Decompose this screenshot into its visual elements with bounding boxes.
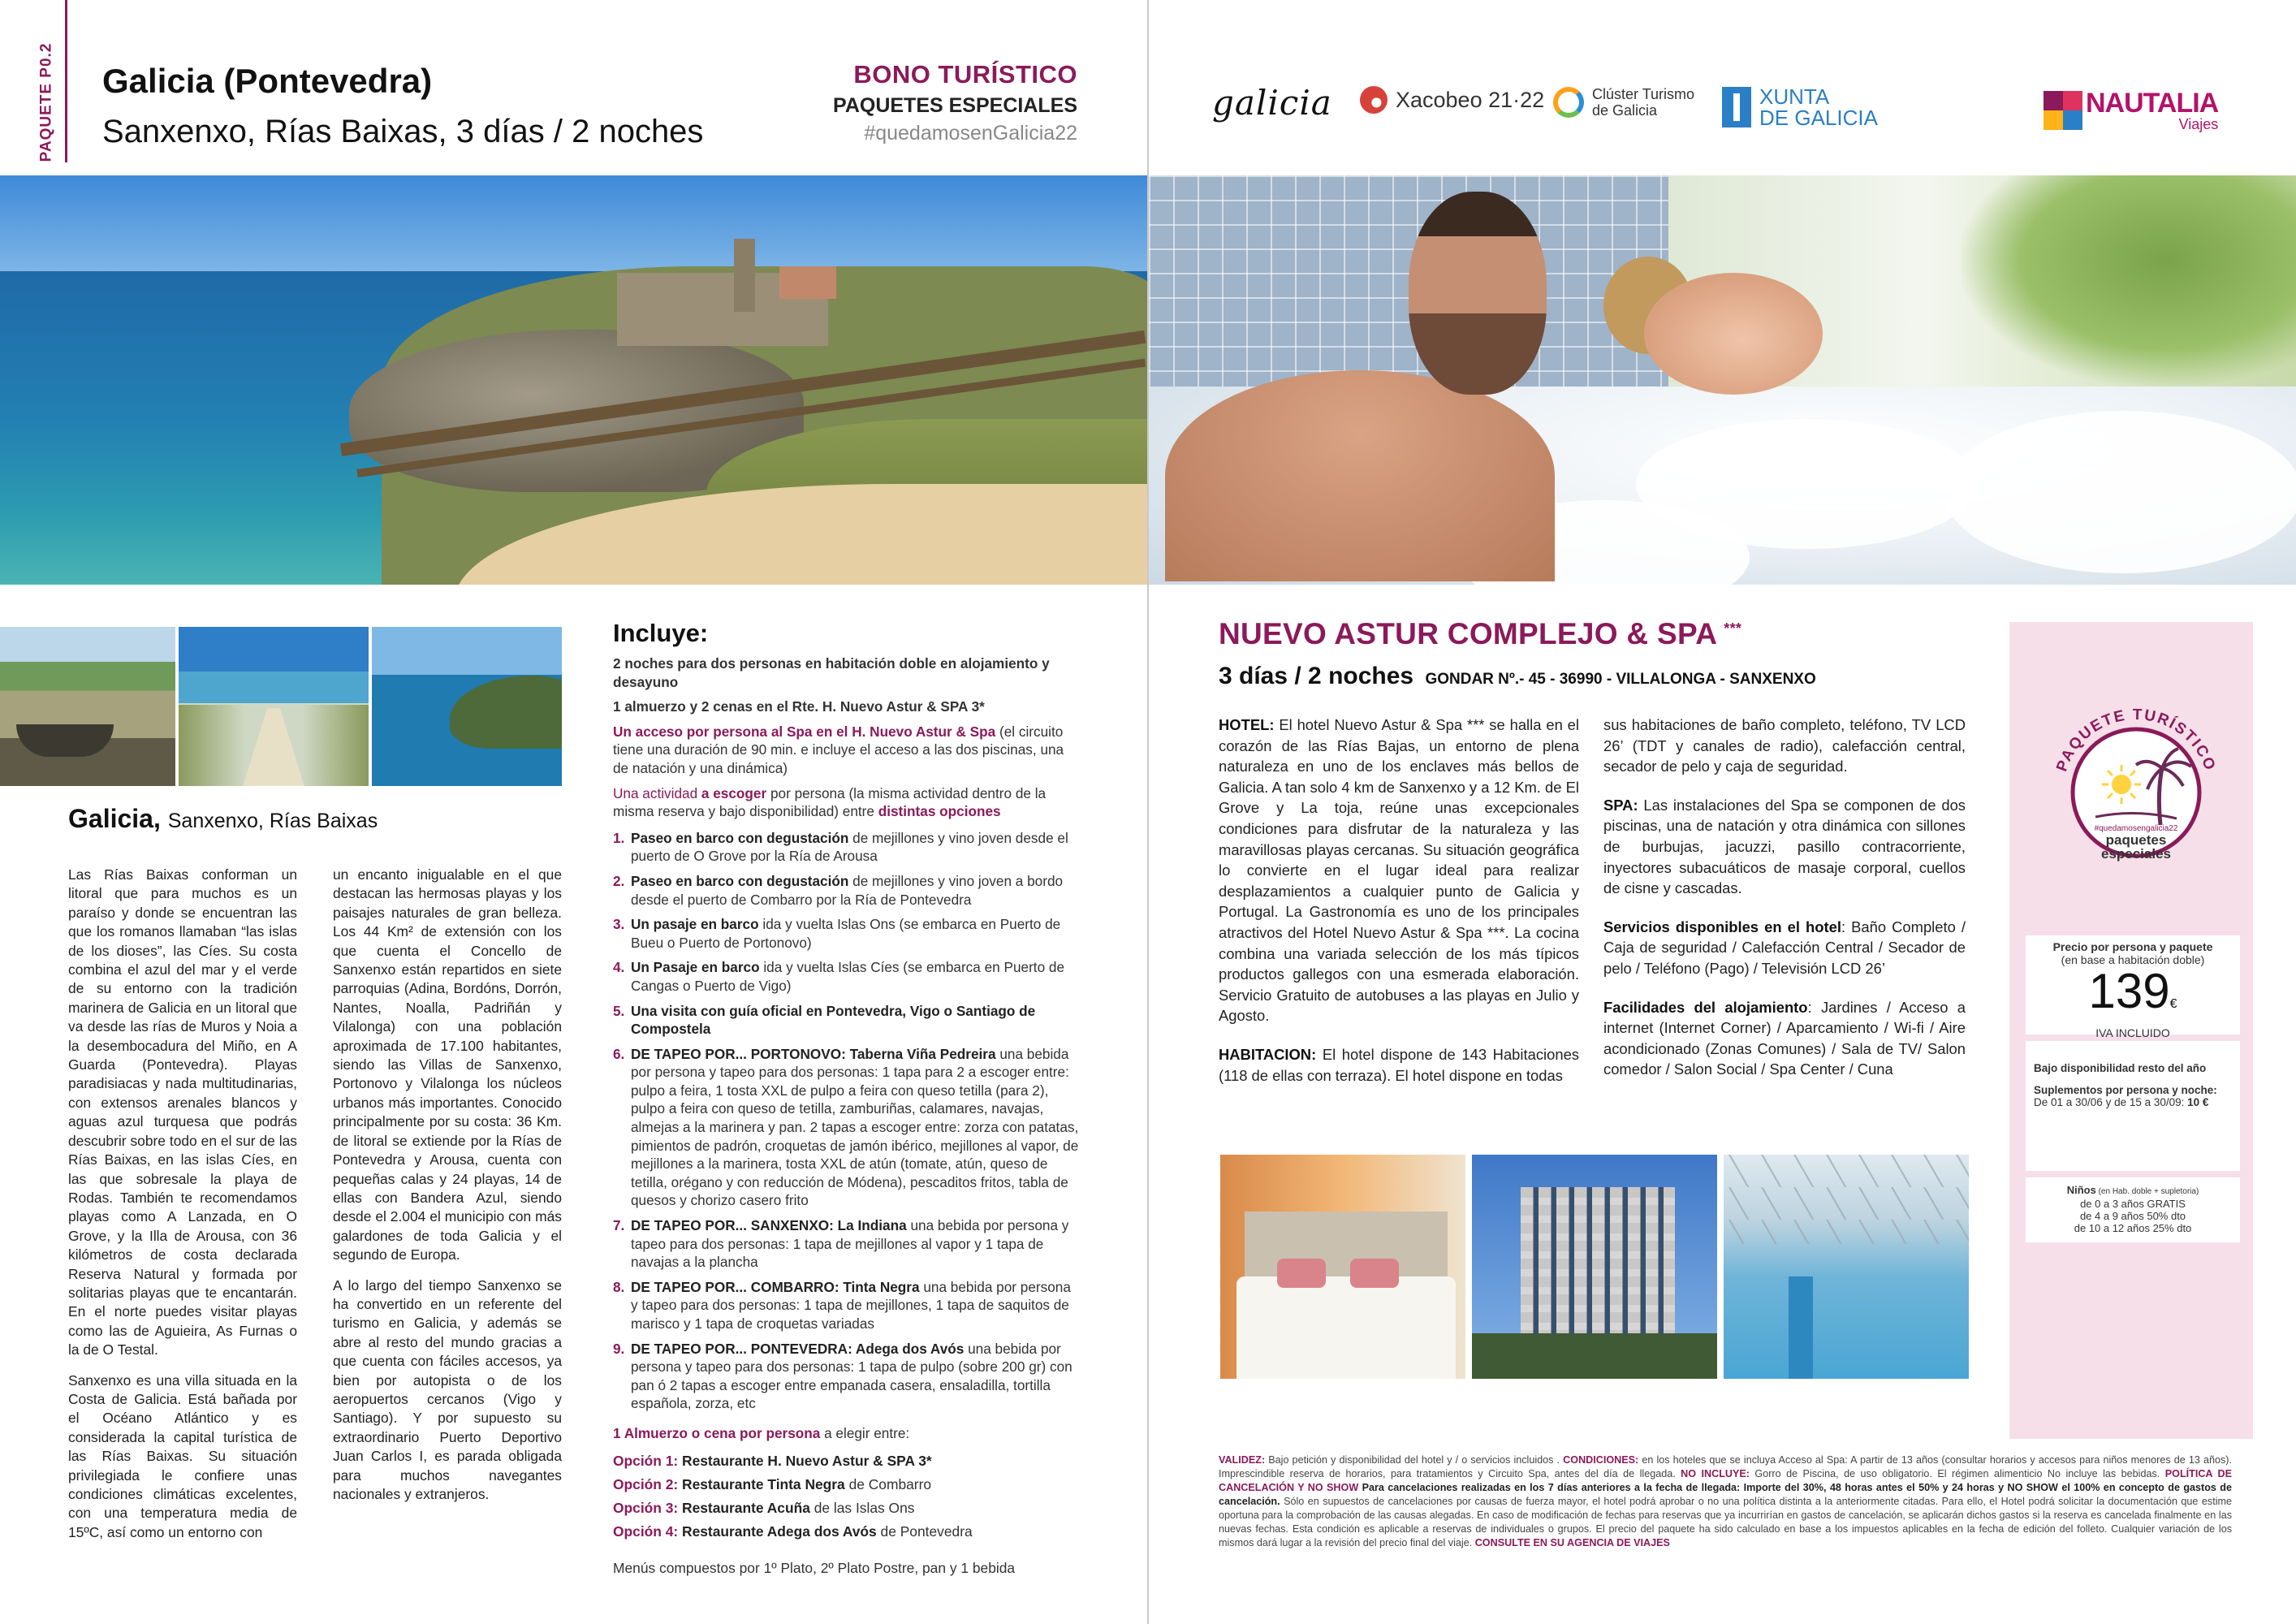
intro-column-2 [333,866,562,1515]
menus-note: Menús compuestos por 1º Plato, 2º Plato Postre, pan y 1 bebida [613,1559,1016,1576]
price-box [2026,935,2240,1039]
hero-photo-spa [1149,175,2296,585]
bono-title: BONO TURÍSTICO [853,60,1077,89]
xacobeo-logo-icon [1360,86,1388,114]
galicia-logo[interactable]: galicia [1212,83,1332,123]
include-line-accommodation: 2 noches para dos personas en habitación doble en alojamiento y desayuno [613,655,1050,690]
xunta-shield-icon [1722,87,1751,127]
activity-option: 2. Paseo en barco con degustación de mejillones y vino joven a bordo desde el puerto de Combarro por la Ría de Pontevedra [613,872,1064,908]
meal-choice-line: 1 Almuerzo o cena por persona a elegir entre: [613,1424,910,1441]
include-line-activity: Una actividad a escoger por persona (la misma actividad dentro de la misma reserva y bajo disponibilidad) entre distintas opciones [613,784,1047,820]
page-title: Galicia (Pontevedra) [102,62,433,100]
thumbnail-beach-path [179,627,369,786]
activity-option: 4. Un Pasaje en barco ida y vuelta Islas Cíes (se embarca en Puerto de Cangas o Puerto de Vigo) [613,959,1065,994]
includes-title: Incluye: [613,619,709,647]
hotel-duration-address: 3 días / 2 noches GONDAR Nº.- 45 - 36990 - VILLALONGA - SANXENXO [1219,663,1816,689]
kids-line: de 4 a 9 años 50% dto [2079,1210,2186,1222]
availability-note: Bajo disponibilidad resto del año [2034,1062,2207,1074]
nautalia-logo-icon [2044,91,2082,130]
hotel-paragraph: HABITACION: El hotel dispone de 143 Habitaciones (118 de ellas con terraza). El hotel dispone en todas [1219,1045,1579,1084]
badge-line2: especiales [2100,846,2172,862]
price-label: Precio por persona y paquete [2052,940,2213,953]
supplements-title: Suplementos por persona y noche: [2034,1084,2217,1096]
price-label-note: (en base a habitación doble) [2061,953,2205,966]
hotel-paragraph: HOTEL: El hotel Nuevo Astur & Spa *** se halla en el corazón de las Rías Bajas, un entorno de plena naturaleza en uno de los enclaves más bellos de Galicia. A tan solo 4 km de Sanxenxo y a 12 Km. de El Grove y La toja, reúne unas excepcionales condiciones para disfrutar de la naturaleza y las maravillosas playas cercanas. Su situación geográfica lo convierte en el lugar ideal para realizar desplazamientos a cualquier punto de Galicia y Portugal. La Gastronomía es uno de los principales atractivos del Hotel Nuevo Astur & Spa ***. La cocina combina una variada selección de los más típicos productos gallegos con una esmerada elaboración. Servicio Gratuito de autobuses a las playas en Julio y Agosto. [1219,716,1579,1025]
paragraph: A lo largo del tiempo Sanxenxo se ha convertido en un referente del turismo en Galicia, y además se abre al resto del mundo gracias a que cuenta con fáciles accesos, ya bien por autopista o de los aeropuertos cercanos (Vigo y Santiago). Y por supuesto su extraordinario Puerto Deportivo Juan Carlos I, es parada obligada para muchos navegantes nacionales y extranjeros. [333,1276,562,1502]
nautalia-logo[interactable]: NAUTALIA Viajes [2044,89,2218,132]
price-vat-note: IVA INCLUIDO [2095,1026,2170,1039]
section-heading: Galicia, Sanxenxo, Rías Baixas [68,804,378,833]
badge-line1: paquetes [2105,832,2167,848]
kids-line: de 0 a 3 años GRATIS [2080,1198,2186,1210]
left-page [0,0,1147,1624]
include-line-spa: Un acceso por persona al Spa en el H. Nuevo Astur & Spa (el circuito tiene una duración de 90 min. e incluye el acceso a las dos piscinas, una de natación y una dinámica) [613,723,1064,776]
activity-option: 6. DE TAPEO POR... PORTONOVO: Taberna Viña Pedreira una bebida por persona y tapeo para dos personas: 1 tapa para 2 a escoger entre: pulpo a feira, 1 tosta XXL de pulpo a feira con queso tetilla (para 2), pulpo a feira con queso de tetilla, zamburiñas, calamares, navajas, almejas a la marinera y pan. 2 tapas a escoger entre: zorza con patatas, pimientos de padrón, croquetas de jamón ibérico, mejillones al vapor, de mejillones a la marinera, tosta XXL de atún (tomate, atún, queso de tetilla, orégano y con reducción de Módena), pescaditos fritos, tabla de quesos y chorizo casero frito [613,1045,1079,1209]
activity-option: 5. Una visita con guía oficial en Pontevedra, Vigo o Santiago de Compostela [613,1002,1036,1038]
bono-subtitle: PAQUETES ESPECIALES [833,94,1077,117]
hotel-description-column-1 [1219,715,1579,1104]
hotel-paragraph: Facilidades del alojamiento: Jardines / Acceso a internet (Internet Corner) / Aparcamiento / Wi-fi / Aire acondicionado (Zonas Comunes) / Sala de TV/ Salon comedor / Salon Social / Spa Center / Cuna [1603,998,1966,1078]
thumbnail-harbour [0,627,175,786]
activity-option: 7. DE TAPEO POR... SANXENXO: La Indiana una bebida por persona y tapeo para dos personas: 1 tapa de mejillones al vapor y 1 tapa de navajas a la plancha [613,1217,1069,1271]
activity-option: 1. Paseo en barco con degustación de mejillones y vino joven desde el puerto de O Grove por la Ría de Arousa [613,829,1068,865]
kids-discount-box [2026,1177,2240,1242]
package-code: PAQUETE P0.2 [37,42,54,162]
hotel-name: NUEVO ASTUR COMPLEJO & SPA *** [1219,617,1742,650]
include-line-meals: 1 almuerzo y 2 cenas en el Rte. H. Nuevo Astur & SPA 3* [613,698,985,715]
hotel-photo-pool [1724,1155,1969,1379]
bono-hashtag: #quedamosenGalicia22 [864,122,1077,145]
hotel-paragraph: SPA: Las instalaciones del Spa se componen de dos piscinas, una de natación y otra dinámica con sillones de burbujas, jacuzzi, pasillo contracorriente, inyectores subacuáticos de masaje corporal, cuellos de cisne y cascadas. [1603,796,1966,897]
hero-photo-coast [0,175,1147,585]
supplements-text: De 01 a 30/06 y de 15 a 30/09: 10 € [2034,1096,2209,1108]
page-subtitle: Sanxenxo, Rías Baixas, 3 días / 2 noches [102,114,704,149]
vertical-divider [65,0,67,162]
hotel-paragraph: sus habitaciones de baño completo, teléfono, TV LCD 26’ (TDT y canales de radio), calefacción central, secador de pelo y caja de seguridad. [1603,716,1966,775]
badge-arc-text: PAQUETE TURÍSTICO [2053,706,2219,774]
right-page [1149,0,2296,1624]
kids-title: Niños (en Hab. doble + supletoria) [2066,1184,2199,1196]
paquete-turistico-badge [2039,687,2233,882]
hotel-photo-room [1220,1155,1465,1379]
bono-turistico-block [833,60,1077,145]
intro-column-1 [68,866,297,1553]
includes-section [613,619,1079,1577]
activity-option: 9. DE TAPEO POR... PONTEVEDRA: Adega dos Avós una bebida por persona y tapeo para dos personas: 1 tapa de pulpo (sobre 200 gr) con pan ó 2 tapas a escoger entre empanada casera, ensaladilla, tortilla española, zorza, etc [613,1340,1072,1412]
cluster-turismo-logo[interactable]: Clúster Turismo de Galicia [1553,86,1694,119]
thumbnail-islands [372,627,562,786]
xacobeo-logo[interactable]: Xacobeo 21·22 [1360,86,1544,114]
hotel-photo-building [1472,1155,1717,1379]
activity-options-list [613,829,1079,1413]
hotel-stars: *** [1724,620,1742,637]
paragraph: un encanto inigualable en el que destacan las hermosas playas y los paisajes naturales de gran belleza. Los 44 Km² de extensión con los que cuenta el Concello de Sanxenxo están repartidos en siete parroquias (Adina, Bordóns, Dorrón, Nantes, Noalla, Padriñán y Vilalonga) con una población aproximada de 17.100 habitantes, siendo las Villas de Sanxenxo, Portonovo y Vilalonga los núcleos urbanos más importantes. Conocido principalmente por su costa: 36 Km. de litoral se extiende por la Rías de Pontevedra y Arousa, cuenta con pequeñas calas y 24 playas, 14 de ellas con Bandera Azul, siendo desde el 2.004 el municipio con más galardones de toda Galicia y el segundo de Europa. [333,866,562,1263]
meal-option: Opción 1: Restaurante H. Nuevo Astur & SPA 3* [613,1452,932,1469]
legal-conditions: VALIDEZ: Bajo petición y disponibilidad del hotel y / o servicios incluidos . CONDICIONES: en los hoteles que se incluya Acceso al Spa: A partir de 13 años (consultar horarios y accesos para niños menores de 13 años). Imprescindible reserva de horarios, para tratamientos y Circuito Spa, antes del día de llegada. NO INCLUYE: Gorro de Piscina, de uso obligatorio. El régimen alimenticio No incluye las bebidas. POLÍTICA DE CANCELACIÓN Y NO SHOW Para cancelaciones realizadas en los 7 días anteriores a la fecha de llegada: Importe del 30%, 48 horas antes el 50% y 24 horas y NO SHOW el 100% en concepto de gastos de cancelación. Sólo en supuestos de cancelaciones por causas de fuerza mayor, el hotel podrá aprobar o no una política distinta a la anteriormente citadas. Para ello, el Hotel podrá solicitar la documentación que estime oportuna para la comprobación de las causas alegadas. En caso de modificación de fechas para reservas que ya incurrirían en gastos de cancelación, se aplicarán dichos gastos si la reserva es cancelada finalmente en las nuevas fechas. Esta condición es aplicable a reservas de individuales o grupos. El precio del paquete ha sido calculado en base a los impuestos aplicables en la fecha de edición del folleto. Cualquier variación de los mismos dará lugar a la revisión del precio final del viaje. CONSULTE EN SU AGENCIA DE VIAJES [1219,1454,2233,1548]
paragraph: Las Rías Baixas conforman un litoral que para muchos es un paraíso y donde se encuentran las que los romanos llamaban “las islas de los dioses”, las Cíes. Su costa combina el azul del mar y el verde de su entorno con la tradición marinera de Galicia en un litoral que va desde las rías de Muros y Noia a la desembocadura del Miño, en A Guarda (Pontevedra). Playas paradisiacas y nada multitudinarias, con extensos arenales blancos y aguas azul turquesa que podrás descubrir sobre todo en el sur de las Rías Baixas, en las islas Cíes, en las que sobresale la playa de Rodas. También te recomendamos playas como A Lanzada, en O Grove, y la Illa de Arousa, con 36 kilómetros de costa declarada Reserva Natural y formada por solitarias playas que te encantarán. En el norte puedes visitar playas como las de Aguieira, As Furnas o la de O Testal. [68,866,297,1358]
xunta-logo[interactable]: XUNTA DE GALICIA [1722,86,1878,128]
meal-option: Opción 2: Restaurante Tinta Negra de Combarro [613,1475,932,1492]
activity-option: 8. DE TAPEO POR... COMBARRO: Tinta Negra una bebida por persona y tapeo para dos personas: 1 tapa de mejillones, 1 tapa de saquitos de marisco y 1 tapa de croquetas variadas [613,1278,1071,1332]
cluster-logo-icon [1553,87,1584,118]
vertical-package-tag [34,42,58,162]
paragraph: Sanxenxo es una villa situada en la Costa de Galicia. Está bañada por el Océano Atlántico y es considerada la capital turística de las Rías Baixas. Su situación privilegiada le confiere unas condiciones climáticas excelentes, con una temperatura media de 15ºC, así como un entorno con [68,1371,297,1540]
price-value: 139€ [2088,964,2177,1018]
meal-option: Opción 4: Restaurante Adega dos Avós de Pontevedra [613,1522,973,1540]
kids-line: de 10 a 12 años 25% dto [2074,1222,2192,1234]
hotel-paragraph: Servicios disponibles en el hotel: Baño Completo / Caja de seguridad / Calefacción Central / Secador de pelo / Teléfono (Pago) / Televisión LCD 26’ [1603,918,1966,977]
badge-hashtag: #quedamosengalicia22 [2094,824,2178,833]
meal-option: Opción 3: Restaurante Acuña de las Islas Ons [613,1499,915,1516]
supplements-box [2026,1041,2240,1171]
activity-option: 3. Un pasaje en barco ida y vuelta Islas Ons (se embarca en Puerto de Bueu o Puerto de Portonovo) [613,916,1061,951]
hotel-description-column-2 [1603,715,1966,1098]
